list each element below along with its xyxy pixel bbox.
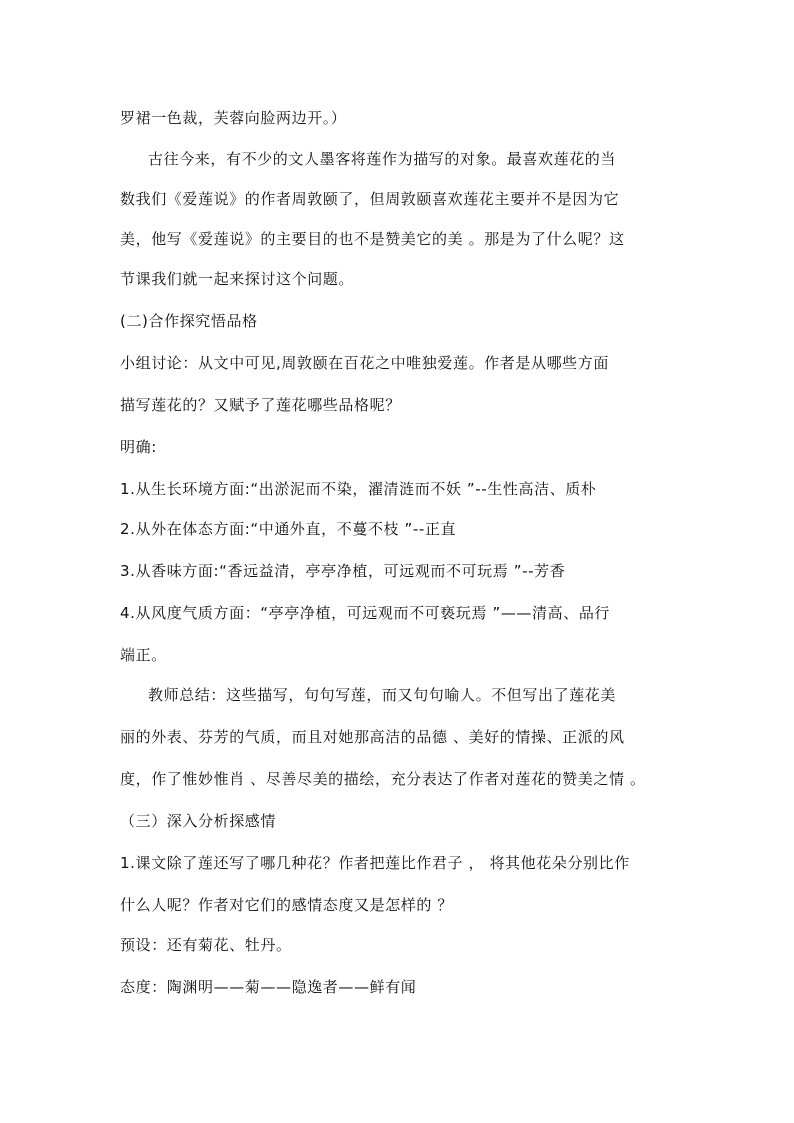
list-item: 1.从生长环境方面:“出淤泥而不染，濯清涟而不妖 ”--生性高洁、质朴	[120, 480, 597, 498]
paragraph-line: 度，作了惟妙惟肖 、尽善尽美的描绘，充分表达了作者对莲花的赞美之情 。	[120, 770, 646, 788]
label-line: 明确:	[120, 438, 157, 456]
text-line: 罗裙一色裁，芙蓉向脸两边开。）	[120, 109, 347, 127]
paragraph-line: 1.课文除了莲还写了哪几种花？作者把莲比作君子 ， 将其他花朵分别比作	[120, 854, 630, 872]
paragraph-line: 态度：陶渊明——菊——隐逸者——鲜有闻	[120, 978, 417, 996]
paragraph-line: 丽的外表、芬芳的气质，而且对她那高洁的品德 、美好的情操、正派的风	[120, 728, 625, 746]
section-heading: (二)合作探究悟品格	[120, 312, 258, 330]
list-item-continuation: 端正。	[120, 646, 167, 664]
paragraph-line: 教师总结：这些描写，句句写莲，而又句句喻人。不但写出了莲花美	[148, 686, 617, 704]
paragraph-line: 美，他写《爱莲说》的主要目的也不是赞美它的美 。那是为了什么呢？这	[120, 230, 625, 248]
paragraph-line: 什么人呢？作者对它们的感情态度又是怎样的 ？	[120, 896, 453, 914]
paragraph-line: 节课我们就一起来探讨这个问题。	[120, 270, 355, 288]
paragraph-line: 小组讨论：从文中可见,周敦颐在百花之中唯独爱莲。作者是从哪些方面	[120, 354, 609, 372]
section-heading: （三）深入分析探感情	[120, 812, 277, 830]
paragraph-line: 古往今来，有不少的文人墨客将莲作为描写的对象。最喜欢莲花的当	[148, 150, 617, 168]
list-item: 3.从香味方面:“香远益清，亭亭净植，可远观而不可玩焉 ”--芳香	[120, 562, 566, 580]
paragraph-line: 预设：还有菊花、牡丹。	[120, 936, 292, 954]
list-item: 2.从外在体态方面:“中通外直，不蔓不枝 ”--正直	[120, 520, 457, 538]
paragraph-line: 数我们《爱莲说》的作者周敦颐了，但周敦颐喜欢莲花主要并不是因为它	[120, 190, 620, 208]
list-item: 4.从风度气质方面：“亭亭净植，可远观而不可亵玩焉 ”——清高、品行	[120, 604, 611, 622]
paragraph-line: 描写莲花的？又赋予了莲花哪些品格呢？	[120, 396, 401, 414]
